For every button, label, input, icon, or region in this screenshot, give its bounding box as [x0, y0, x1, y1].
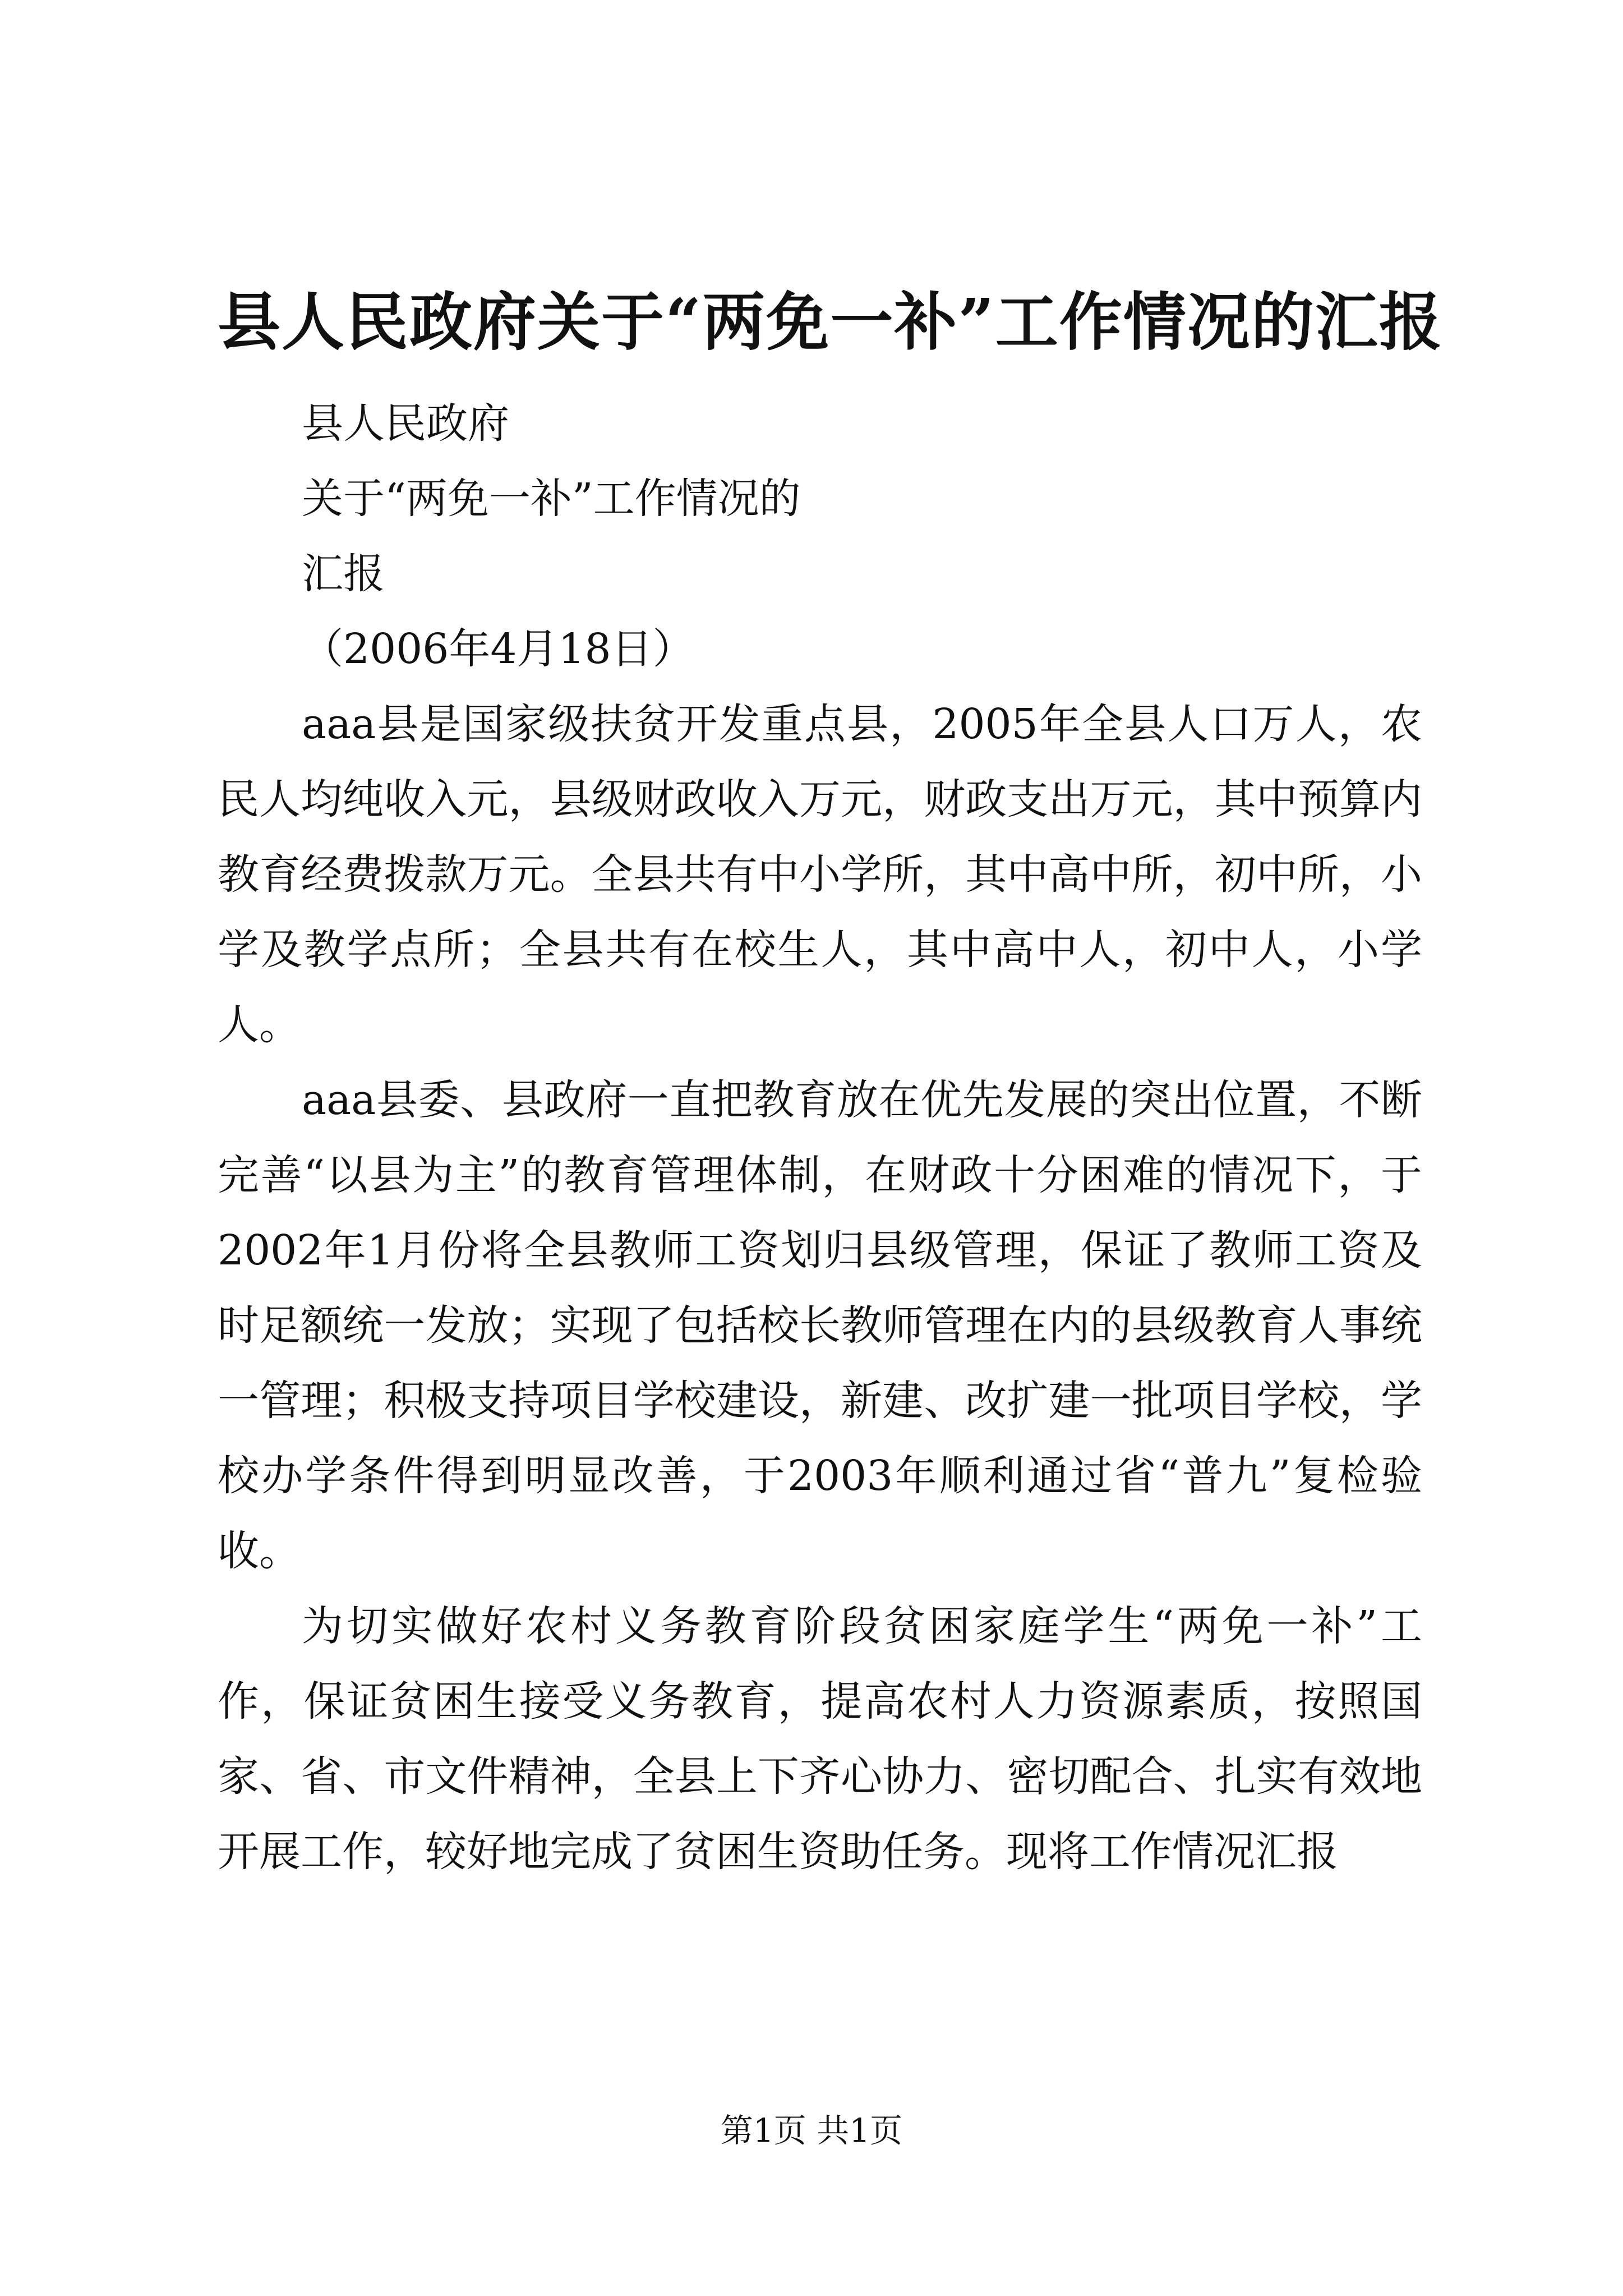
paragraph-3: 为切实做好农村义务教育阶段贫困家庭学生“两免一补”工作，保证贫困生接受义务教育，提高农村人力资源素质，按照国家、省、市文件精神，全县上下齐心协力、密切配合、扎实有效地开展工作，较好地完成了贫困生资助任务。现将工作情况汇报: [218, 1602, 1422, 1876]
header-line-2: 关于“两免一补”工作情况的: [302, 475, 801, 523]
paragraph-1: aaa县是国家级扶贫开发重点县，2005年全县人口万人，农民人均纯收入元，县级财政收入万元，财政支出万元，其中预算内教育经费拨款万元。全县共有中小学所，其中高中所，初中所，小学及教学点所；全县共有在校生人，其中高中人，初中人，小学人。: [218, 700, 1422, 1049]
report-date: （2006年4月18日）: [302, 625, 694, 673]
document-title: 县人民政府关于“两免一补”工作情况的汇报: [218, 286, 1443, 359]
paragraph-2: aaa县委、县政府一直把教育放在优先发展的突出位置，不断完善“以县为主”的教育管理体制，在财政十分困难的情况下，于2002年1月份将全县教师工资划归县级管理，保证了教师工资及时足额统一发放；实现了包括校长教师管理在内的县级教育人事统一管理；积极支持项目学校建设，新建、改扩建一批项目学校，学校办学条件得到明显改善，于2003年顺利通过省“普九”复检验收。: [218, 1076, 1422, 1575]
header-line-1: 县人民政府: [302, 399, 509, 448]
page-number: 第1页 共1页: [720, 2111, 903, 2150]
page-footer: [0, 2108, 1623, 2153]
document-body: [218, 386, 1422, 1889]
header-line-3: 汇报: [302, 550, 385, 598]
